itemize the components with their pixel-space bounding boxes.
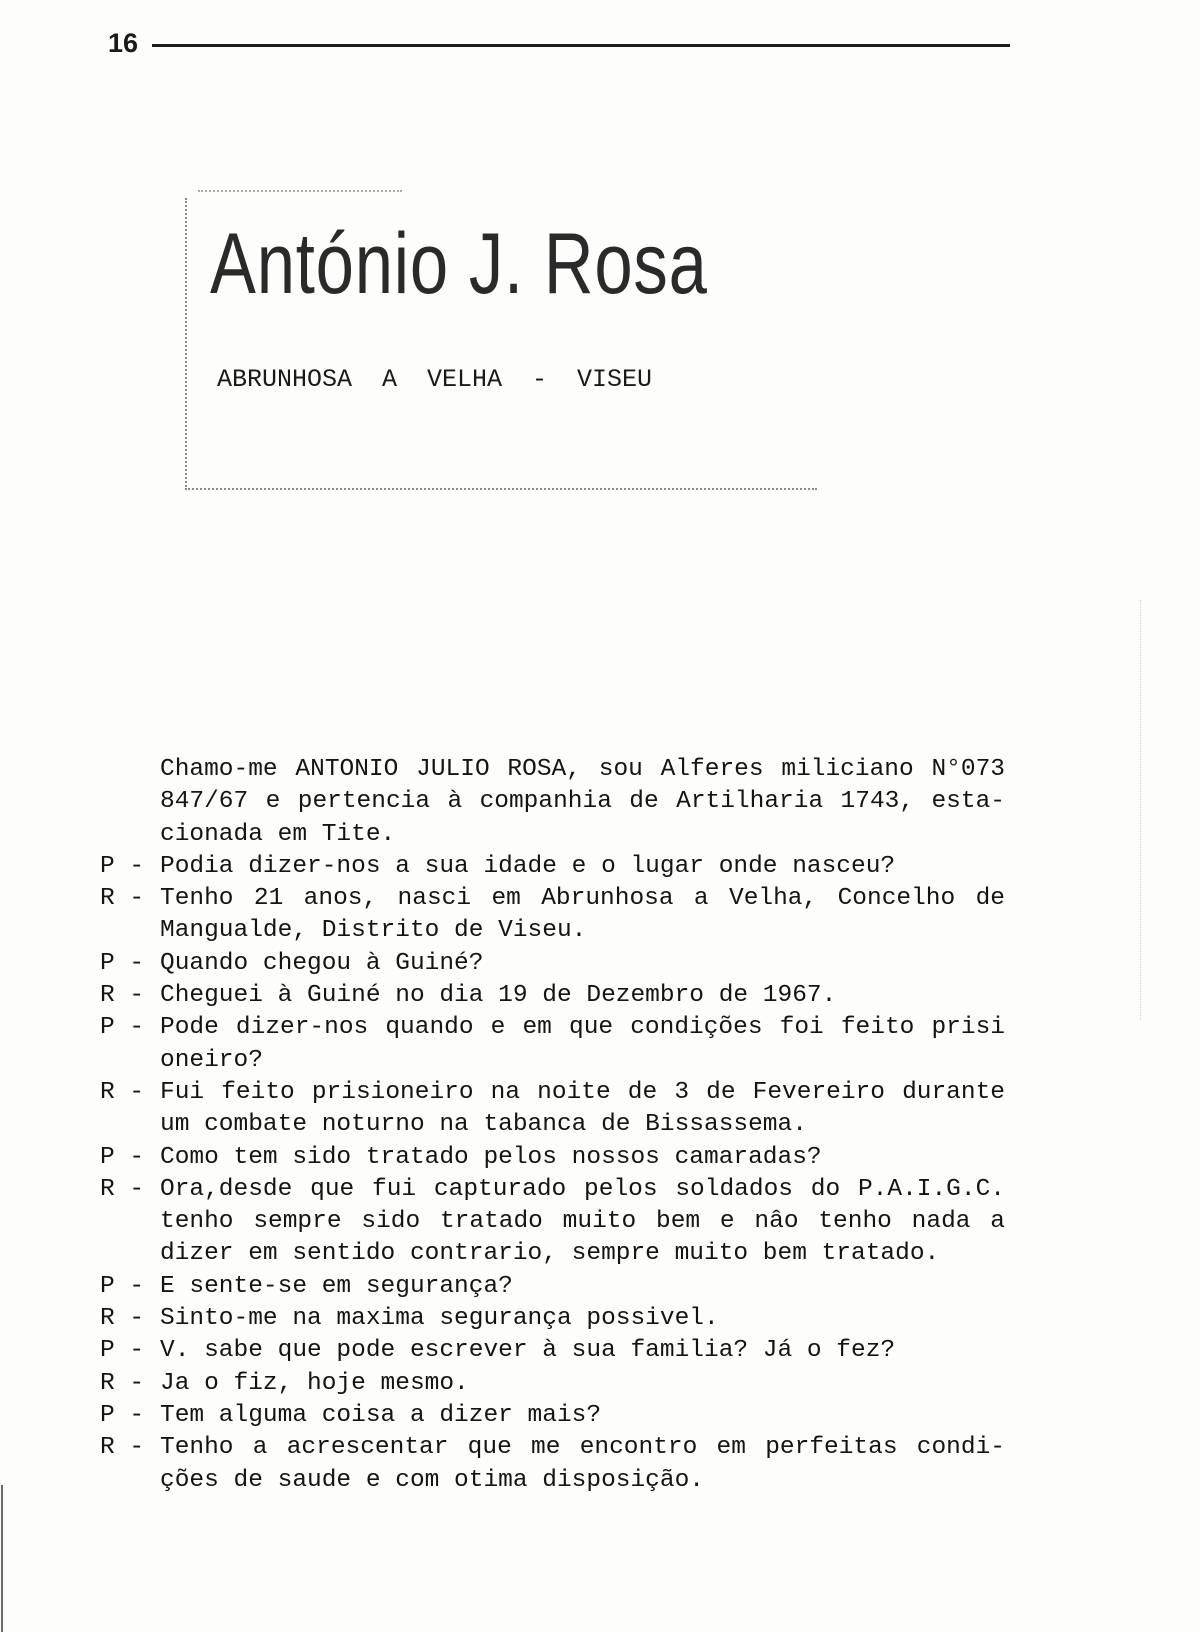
answer-entry bbox=[100, 1174, 1005, 1271]
answer-entry bbox=[100, 980, 1005, 1012]
question-entry bbox=[100, 1400, 1005, 1432]
intro-line: 847/67 e pertencia à companhia de Artilharia 1743, esta- bbox=[160, 788, 1005, 816]
intro-paragraph bbox=[100, 754, 1005, 851]
speaker-label: P - bbox=[100, 949, 145, 977]
entry-line: ções de saude e com otima disposição. bbox=[160, 1466, 704, 1494]
entry-line: oneiro? bbox=[160, 1046, 263, 1074]
entry-text bbox=[160, 1303, 1005, 1335]
speaker-label: R - bbox=[100, 1305, 145, 1333]
entry-line: Mangualde, Distrito de Viseu. bbox=[160, 917, 587, 945]
answer-entry bbox=[100, 1432, 1005, 1497]
page-number: 16 bbox=[108, 28, 139, 58]
entry-line: tenho sempre sido tratado muito bem e nâo tenho nada a bbox=[160, 1208, 1005, 1236]
entry-line: Cheguei à Guiné no dia 19 de Dezembro de 1967. bbox=[160, 982, 837, 1010]
entry-text bbox=[160, 1012, 1005, 1077]
answer-entry bbox=[100, 1368, 1005, 1400]
question-entry bbox=[100, 1012, 1005, 1077]
entry-line: Podia dizer-nos a sua idade e o lugar onde nasceu? bbox=[160, 852, 896, 880]
entry-line: Ja o fiz, hoje mesmo. bbox=[160, 1369, 469, 1397]
entry-line: Fui feito prisioneiro na noite de 3 de Fevereiro durante bbox=[160, 1078, 1005, 1106]
question-entry bbox=[100, 948, 1005, 980]
entry-text bbox=[160, 1142, 1005, 1174]
answer-entry bbox=[100, 883, 1005, 948]
scan-edge-mark bbox=[1140, 600, 1141, 1020]
speaker-label: P - bbox=[100, 1337, 145, 1365]
entry-text bbox=[160, 851, 1005, 883]
entry-line: Sinto-me na maxima segurança possivel. bbox=[160, 1305, 719, 1333]
speaker-label: R - bbox=[100, 982, 145, 1010]
entry-line: dizer em sentido contrario, sempre muito bem tratado. bbox=[160, 1240, 940, 1268]
speaker-label: P - bbox=[100, 1272, 145, 1300]
entry-text bbox=[160, 1432, 1005, 1497]
answer-entry bbox=[100, 1077, 1005, 1142]
entry-line: Tem alguma coisa a dizer mais? bbox=[160, 1401, 602, 1429]
speaker-label: P - bbox=[100, 1014, 145, 1042]
entry-text bbox=[160, 1271, 1005, 1303]
entry-line: E sente-se em segurança? bbox=[160, 1272, 513, 1300]
question-entry bbox=[100, 1271, 1005, 1303]
speaker-label: R - bbox=[100, 1175, 145, 1203]
speaker-label: P - bbox=[100, 1143, 145, 1171]
header-rule bbox=[152, 44, 1010, 47]
speaker-label: P - bbox=[100, 1401, 145, 1429]
entry-text bbox=[160, 1077, 1005, 1142]
intro-indent bbox=[100, 754, 160, 786]
person-name-heading: António J. Rosa bbox=[210, 216, 708, 312]
entry-text bbox=[160, 980, 1005, 1012]
question-entry bbox=[100, 851, 1005, 883]
entry-line: Tenho a acrescentar que me encontro em perfeitas condi- bbox=[160, 1434, 1005, 1462]
entry-text bbox=[160, 1335, 1005, 1367]
entry-line: Tenho 21 anos, nasci em Abrunhosa a Velha, Concelho de bbox=[160, 885, 1005, 913]
entry-text bbox=[160, 1400, 1005, 1432]
entry-line: um combate noturno na tabanca de Bissassema. bbox=[160, 1111, 807, 1139]
intro-line: Chamo-me ANTONIO JULIO ROSA, sou Alferes miliciano N°073 bbox=[160, 756, 1005, 783]
intro-text bbox=[160, 754, 1005, 851]
answer-entry bbox=[100, 1303, 1005, 1335]
entry-text bbox=[160, 948, 1005, 980]
question-entry bbox=[100, 1335, 1005, 1367]
scan-edge-mark bbox=[1, 1485, 3, 1632]
location-line: ABRUNHOSA A VELHA - VISEU bbox=[217, 365, 653, 394]
speaker-label: R - bbox=[100, 1369, 145, 1397]
speaker-label: R - bbox=[100, 1434, 145, 1462]
title-box-top-border bbox=[198, 190, 402, 192]
entry-text bbox=[160, 1174, 1005, 1271]
speaker-label: P - bbox=[100, 852, 145, 880]
entry-text bbox=[160, 883, 1005, 948]
speaker-label: R - bbox=[100, 885, 145, 913]
interview-transcript bbox=[100, 754, 1005, 1497]
entry-line: Pode dizer-nos quando e em que condições foi feito prisi bbox=[160, 1014, 1005, 1042]
speaker-label: R - bbox=[100, 1078, 145, 1106]
entry-text bbox=[160, 1368, 1005, 1400]
entry-line: Quando chegou à Guiné? bbox=[160, 949, 484, 977]
entry-line: Como tem sido tratado pelos nossos camaradas? bbox=[160, 1143, 822, 1171]
intro-line: cionada em Tite. bbox=[160, 820, 396, 848]
question-entry bbox=[100, 1142, 1005, 1174]
entry-line: Ora,desde que fui capturado pelos soldados do P.A.I.G.C. bbox=[160, 1175, 1005, 1203]
entry-line: V. sabe que pode escrever à sua familia? Já o fez? bbox=[160, 1337, 896, 1365]
